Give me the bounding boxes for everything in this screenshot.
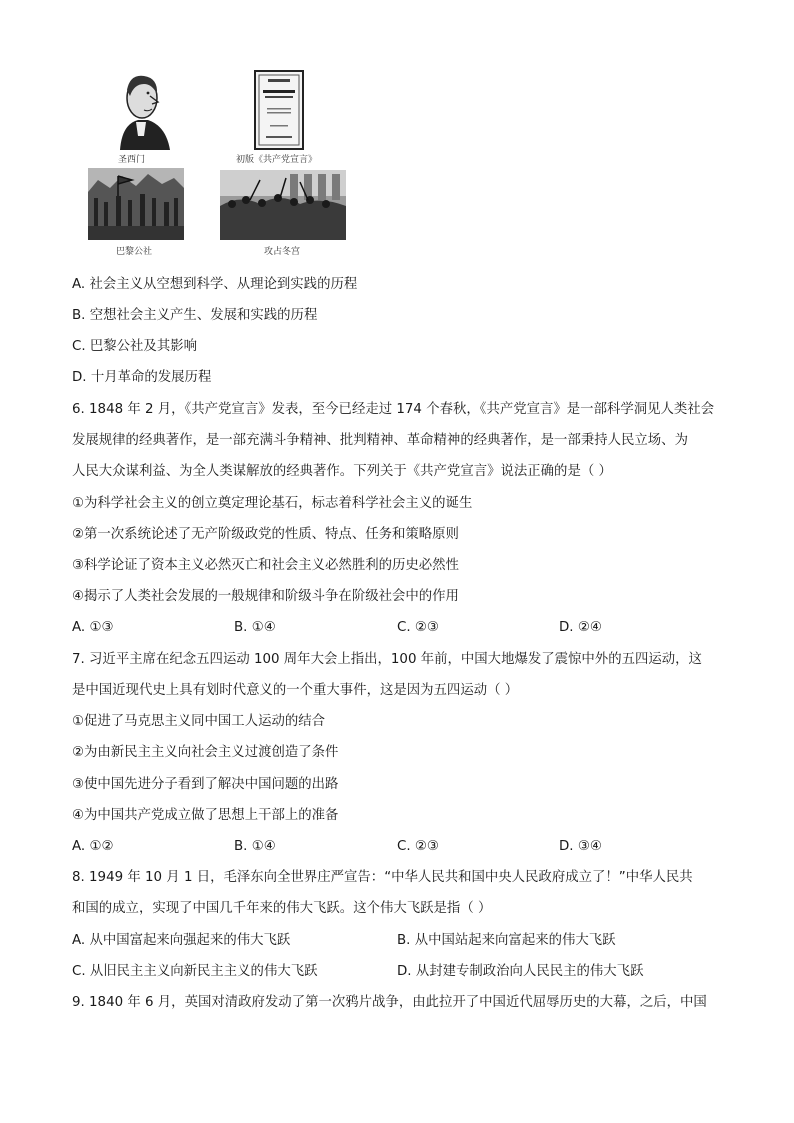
q8-stem-line-2: 和国的成立，实现了中国几千年来的伟大飞跃。这个伟大飞跃是指（ ） (72, 901, 492, 916)
q7-choice-d: D. ③④ (559, 839, 602, 854)
q6-choice-c: C. ②③ (397, 620, 439, 635)
q8-choice-a: A. 从中国富起来向强起来的伟大飞跃 (72, 933, 291, 948)
q7-stem-line-2: 是中国近现代史上具有划时代意义的一个重大事件，这是因为五四运动（ ） (72, 683, 519, 698)
q7-choice-c: C. ②③ (397, 839, 439, 854)
q6-stem-line-2: 发展规律的经典著作，是一部充满斗争精神、批判精神、革命精神的经典著作，是一部秉持人民立场、为 (72, 433, 688, 448)
q6-statement-4: ④揭示了人类社会发展的一般规律和阶级斗争在阶级社会中的作用 (72, 589, 459, 604)
q5-option-a: A. 社会主义从空想到科学、从理论到实践的历程 (72, 277, 358, 292)
figure-paris-commune (88, 168, 184, 240)
caption-saint-simon: 圣西门 (118, 155, 146, 165)
q7-statement-3: ③使中国先进分子看到了解决中国问题的出路 (72, 777, 339, 792)
q5-option-c: C. 巴黎公社及其影响 (72, 339, 197, 354)
q6-statement-2: ②第一次系统论述了无产阶级政党的性质、特点、任务和策略原则 (72, 527, 459, 542)
figure-storming-winter-palace (220, 170, 346, 240)
q8-choice-d: D. 从封建专制政治向人民民主的伟大飞跃 (397, 964, 644, 979)
q6-stem-line-3: 人民大众谋利益、为全人类谋解放的经典著作。下列关于《共产党宣言》说法正确的是（ ） (72, 464, 612, 479)
q6-choice-d: D. ②④ (559, 620, 602, 635)
figure-manifesto-first-edition (254, 70, 304, 150)
q5-option-d: D. 十月革命的发展历程 (72, 370, 212, 385)
q6-choice-b: B. ①④ (234, 620, 276, 635)
q5-option-b: B. 空想社会主义产生、发展和实践的历程 (72, 308, 318, 323)
q9-stem-line-1: 9. 1840 年 6 月，英国对清政府发动了第一次鸦片战争，由此拉开了中国近代屈辱历史的大幕，之后，中国 (72, 995, 707, 1010)
q7-statement-4: ④为中国共产党成立做了思想上干部上的准备 (72, 808, 339, 823)
q8-choice-b: B. 从中国站起来向富起来的伟大飞跃 (397, 933, 616, 948)
q6-statement-1: ①为科学社会主义的创立奠定理论基石，标志着科学社会主义的诞生 (72, 496, 473, 511)
q7-statement-2: ②为由新民主主义向社会主义过渡创造了条件 (72, 745, 339, 760)
q6-statement-3: ③科学论证了资本主义必然灭亡和社会主义必然胜利的历史必然性 (72, 558, 459, 573)
q7-stem-line-1: 7. 习近平主席在纪念五四运动 100 周年大会上指出，100 年前，中国大地爆发了震惊中外的五四运动，这 (72, 652, 702, 667)
caption-winter-palace: 攻占冬宫 (264, 247, 301, 257)
q6-stem-line-1: 6. 1848 年 2 月，《共产党宣言》发表，至今已经走过 174 个春秋，《共产党宣言》是一部科学洞见人类社会 (72, 402, 715, 417)
q7-statement-1: ①促进了马克思主义同中国工人运动的结合 (72, 714, 326, 729)
q7-choice-b: B. ①④ (234, 839, 276, 854)
caption-manifesto: 初版《共产党宣言》 (236, 155, 318, 165)
q6-choice-a: A. ①③ (72, 620, 114, 635)
caption-paris-commune: 巴黎公社 (116, 247, 153, 257)
figure-saint-simon (100, 66, 180, 150)
q7-choice-a: A. ①② (72, 839, 114, 854)
q8-stem-line-1: 8. 1949 年 10 月 1 日，毛泽东向全世界庄严宣告：“中华人民共和国中央人民政府成立了！”中华人民共 (72, 870, 693, 885)
q8-choice-c: C. 从旧民主主义向新民主主义的伟大飞跃 (72, 964, 318, 979)
